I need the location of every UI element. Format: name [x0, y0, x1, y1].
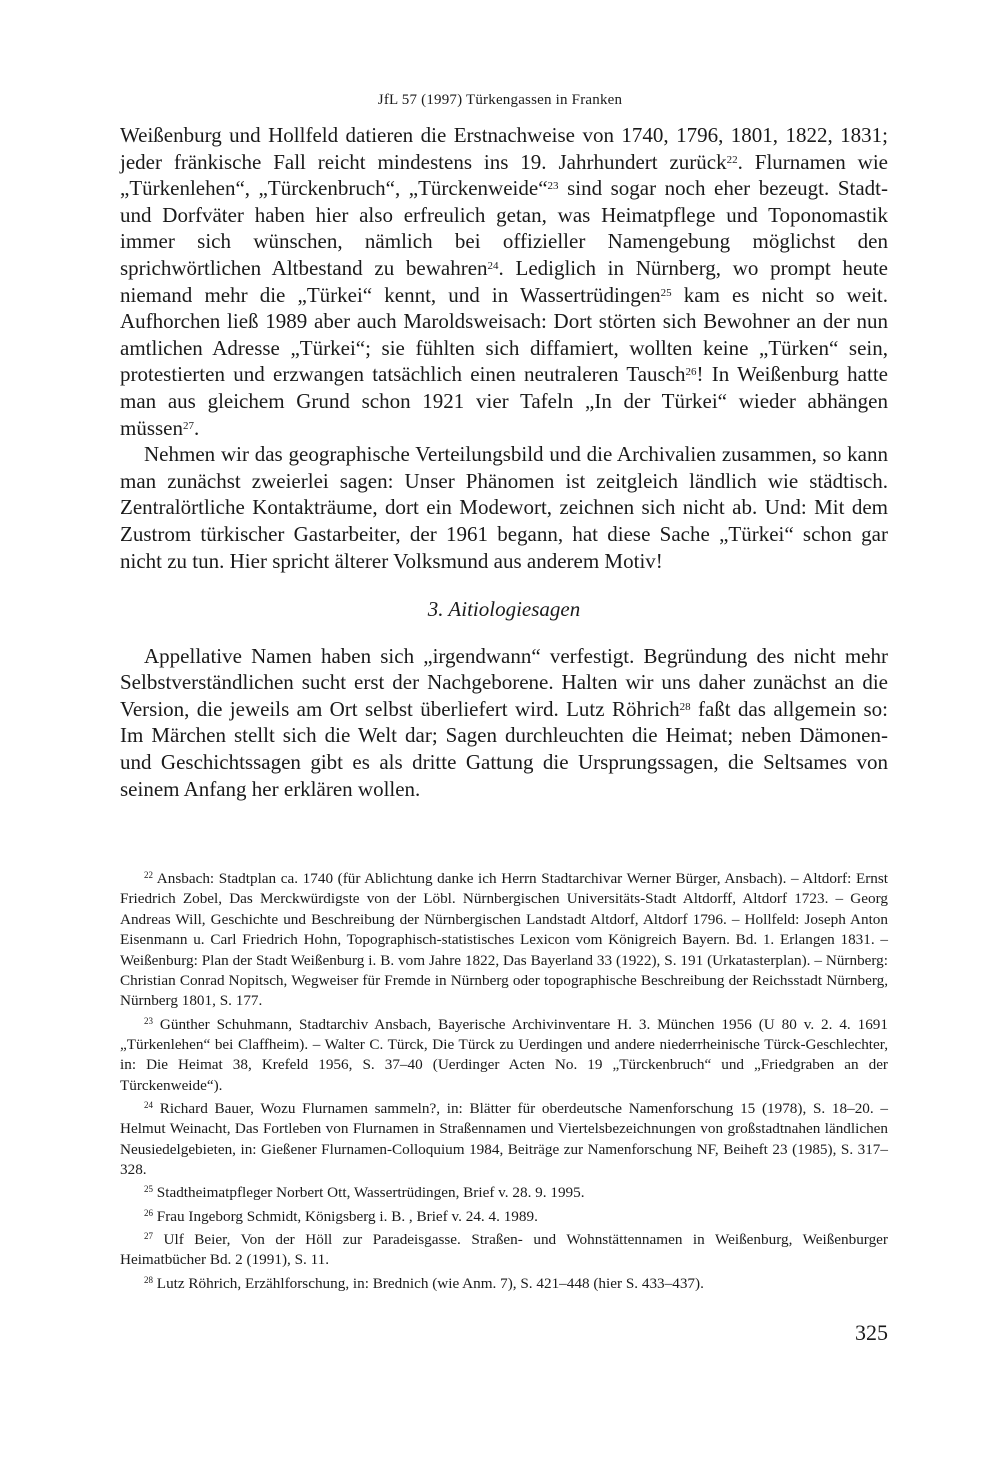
- text-run: Weißenburg und Hollfeld datieren die Erstnachweise von 1740, 1796, 1801, 1822, 1831; jeder fränkische Fall reicht mindestens ins 19. Jahrhundert zurück: [120, 123, 888, 174]
- paragraph-2: Nehmen wir das geographische Verteilungsbild und die Archivalien zusammen, so kann man zunächst zweierlei sagen: Unser Phänomen ist zeitgleich ländlich wie städtisch. Zentralörtliche Kontakträume, dort ein Modewort, zeichnen sich nicht ab. Und: Mit dem Zustrom türkischer Gastarbeiter, der 1961 begann, hat diese Sache „Türkei“ schon gar nicht zu tun. Hier spricht älterer Volksmund aus anderem Motiv!: [120, 442, 888, 573]
- paragraph-1: [120, 122, 888, 441]
- footnote-ref: 26: [685, 366, 697, 379]
- footnote-number: 26: [144, 1207, 153, 1218]
- running-head: JfL 57 (1997) Türkengassen in Franken: [377, 92, 623, 108]
- footnote-text: Günther Schuhmann, Stadtarchiv Ansbach, Bayerische Archivinventare H. 3. München 1956 (U 80 v. 2. 4. 1691 „Türkenlehen“ bei Claffheim). – Walter C. Türck, Die Türck zu Uerdingen und andere niederrheinische Türck-Geschlechter, in: Die Heimat 38, Krefeld 1956, S. 37–40 (Uerdinger Acten No. 19 „Türckenbruch“ und „Friedgraben an der Türckenweide“).: [120, 1015, 888, 1094]
- paragraph-3: [120, 643, 888, 803]
- text-run: ! In Weißenburg hatte man aus gleichem Grund schon 1921 vier Tafeln „In der Türkei“ wieder abhängen müssen: [120, 362, 888, 440]
- footnote-text: Ansbach: Stadtplan ca. 1740 (für Ablichtung danke ich Herrn Stadtarchivar Werner Bürger, Ansbach). – Altdorf: Ernst Friedrich Zobel, Das Merckwürdigste von der Löbl. Nürnbergischen Universitäts-Stadt Altdorff, Altdorf 1723. – Georg Andreas Will, Geschichte und Beschreibung der Nürnbergischen Landstadt Altdorf, Altdorf 1796. – Hollfeld: Joseph Anton Eisenmann u. Carl Friedrich Hohn, Topographisch-statistisches Lexicon vom Königreich Bayern. Bd. 1. Erlangen 1831. – Weißenburg: Plan der Stadt Weißenburg i. B. vom Jahre 1822, Das Bayerland 33 (1922), S. 191 (Urkatasterplan). – Nürnberg: Christian Conrad Nopitsch, Wegweiser für Fremde in Nürnberg oder topographische Beschreibung der Reichsstadt Nürnberg, Nürnberg 1801, S. 177.: [120, 870, 888, 1010]
- footnote: [120, 1230, 888, 1271]
- footnote: [120, 1274, 888, 1294]
- footnote-number: 22: [144, 870, 153, 881]
- text-run: . Flurnamen wie „Türkenlehen“, „Türckenbruch“, „Türckenweide“: [120, 149, 888, 201]
- footnote-number: 27: [144, 1230, 153, 1241]
- footnote: [120, 1207, 888, 1227]
- footnote-number: 24: [144, 1100, 153, 1111]
- footnote: [120, 1099, 888, 1181]
- footnote: [120, 869, 888, 1012]
- text-run: sind sogar noch eher bezeugt. Stadt- und Dorfväter haben hier also erfreulich getan, was Heimatpflege und Toponomastik immer sich wünschen, nämlich bei offizieller Namengebung möglichst den sprichwörtlichen Altbestand zu bewahren: [120, 176, 888, 280]
- main-text: [120, 122, 888, 802]
- text-run: Appellative Namen haben sich „irgendwann“ verfestigt. Begründung des nicht mehr Selbstverständlichen sucht erst der Nachgeborene. Halten wir uns daher zunächst an die Version, die jeweils am Ort selbst überliefert wird. Lutz Röhrich: [120, 643, 888, 721]
- page-number: 325: [855, 1320, 888, 1345]
- footnote-text: Lutz Röhrich, Erzählforschung, in: Brednich (wie Anm. 7), S. 421–448 (hier S. 433–437).: [153, 1274, 704, 1292]
- footnote-text: Stadtheimatpfleger Norbert Ott, Wassertrüdingen, Brief v. 28. 9. 1995.: [153, 1184, 585, 1202]
- footnote-ref: 28: [679, 700, 691, 713]
- footnote-text: Ulf Beier, Von der Höll zur Paradeisgasse. Straßen- und Wohnstättennamen in Weißenburg, Weißenburger Heimatbücher Bd. 2 (1991), S. 11.: [120, 1230, 888, 1269]
- footnotes: [120, 869, 888, 1297]
- footnote-ref: 25: [660, 286, 672, 299]
- footnote-ref: 27: [183, 419, 194, 432]
- footnote-ref: 22: [726, 153, 738, 166]
- footnote-text: Frau Ingeborg Schmidt, Königsberg i. B. , Brief v. 24. 4. 1989.: [153, 1207, 538, 1225]
- text-run: .: [194, 415, 200, 440]
- footnote-text: Richard Bauer, Wozu Flurnamen sammeln?, in: Blätter für oberdeutsche Namenforschung 15 (1978), S. 18–20. – Helmut Weinacht, Das Fortleben von Flurnamen in Straßennamen und Viertelsbezeichnungen von großstadtnahen ländlichen Neusiedelgebieten, in: Gießener Flurnamen-Colloquium 1984, Beiträge zur Namenforschung NF, Beiheft 23 (1985), S. 317–328.: [120, 1100, 888, 1179]
- footnote-ref: 24: [487, 259, 499, 272]
- footnote: [120, 1183, 888, 1203]
- footnote-number: 28: [144, 1274, 153, 1285]
- text-run: kam es nicht so weit. Aufhorchen ließ 1989 aber auch Maroldsweisach: Dort störten sich Bewohner an der nun amtlichen Adresse „Türkei“; sie fühlten sich diffamiert, wollten keine „Türken“ sein, protestierten und erzwangen tatsächlich einen neutraleren Tausch: [120, 282, 888, 387]
- section-heading: 3. Aitiologiesagen: [427, 597, 581, 622]
- footnote-number: 25: [144, 1184, 153, 1195]
- footnote-ref: 23: [547, 180, 559, 193]
- footnote-number: 23: [144, 1015, 153, 1026]
- text-run: . Lediglich in Nürnberg, wo prompt heute niemand mehr die „Türkei“ kennt, und in Wassertrüdingen: [120, 255, 888, 307]
- text-run: faßt das allgemein so: Im Märchen stellt sich die Welt dar; Sagen durchleuchten die Heimat; neben Dämonen- und Geschichtssagen gibt es als dritte Gattung die Ursprungssagen, die Seltsames von seinem Anfang her erklären wollen.: [120, 696, 889, 801]
- footnote: [120, 1015, 888, 1097]
